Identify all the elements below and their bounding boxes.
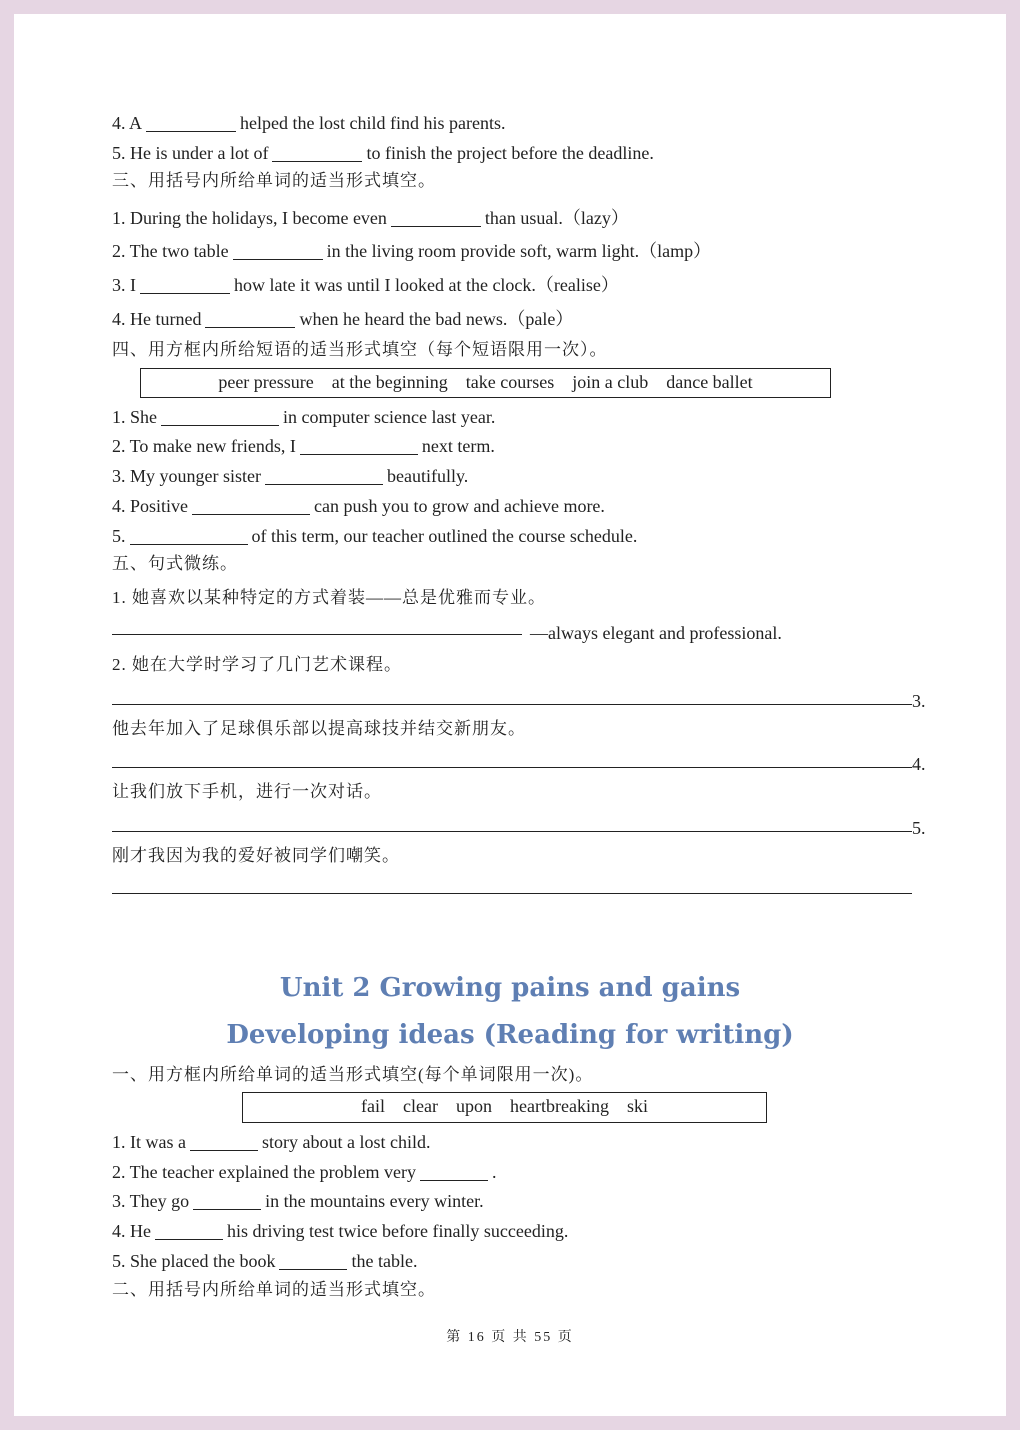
word: fail [361, 1096, 386, 1116]
answer-blank[interactable] [146, 113, 236, 132]
translation-prompt: 1. 她喜欢以某种特定的方式着装——总是优雅而专业。 [112, 588, 546, 607]
answer-blank[interactable] [279, 1251, 347, 1270]
answer-blank[interactable] [300, 436, 418, 455]
fill-item: 1. During the holidays, I become even than usual.（lazy） [112, 208, 629, 228]
fill-item: 1. She in computer science last year. [112, 407, 496, 427]
item-number: 4. [912, 754, 926, 774]
fill-item: 5. He is under a lot of to finish the project before the deadline. [112, 143, 654, 163]
answer-blank[interactable] [192, 496, 310, 515]
section-title: 三、用括号内所给单词的适当形式填空。 [112, 171, 436, 190]
answer-line[interactable] [112, 704, 912, 705]
section-title: 五、句式微练。 [112, 554, 238, 573]
word: upon [456, 1096, 492, 1116]
section-title: 一、用方框内所给单词的适当形式填空(每个单词限用一次)。 [112, 1065, 594, 1084]
section-title: 四、用方框内所给短语的适当形式填空（每个短语限用一次）。 [112, 340, 608, 359]
answer-blank[interactable] [265, 466, 383, 485]
answer-blank[interactable] [233, 241, 323, 260]
translation-prompt: 2. 她在大学时学习了几门艺术课程。 [112, 655, 402, 674]
section-title: 二、用括号内所给单词的适当形式填空。 [112, 1280, 436, 1299]
sentence-tail: —always elegant and professional. [530, 623, 782, 643]
answer-blank[interactable] [193, 1191, 261, 1210]
answer-blank[interactable] [391, 208, 481, 227]
fill-item: 3. I how late it was until I looked at the clock.（realise） [112, 275, 619, 295]
answer-blank[interactable] [272, 143, 362, 162]
answer-blank[interactable] [140, 275, 230, 294]
answer-blank[interactable] [161, 407, 279, 426]
translation-prompt: 刚才我因为我的爱好被同学们嘲笑。 [112, 846, 400, 865]
translation-prompt: 让我们放下手机，进行一次对话。 [112, 782, 382, 801]
item-number: 5. [912, 818, 926, 838]
unit-title: Unit 2 Growing pains and gains [279, 973, 741, 1003]
item-number: 3. [912, 691, 926, 711]
translation-prompt: 他去年加入了足球俱乐部以提高球技并结交新朋友。 [112, 719, 526, 738]
page-footer: 第 16 页 共 55 页 [446, 1330, 574, 1345]
phrase: peer pressure [218, 372, 314, 392]
answer-blank[interactable] [205, 309, 295, 328]
word-box [242, 1092, 767, 1123]
unit-subtitle: Developing ideas (Reading for writing) [226, 1020, 794, 1050]
fill-item: 5. She placed the book the table. [112, 1251, 418, 1271]
answer-line[interactable] [112, 893, 912, 894]
answer-blank[interactable] [420, 1162, 488, 1181]
phrase-box [140, 368, 831, 398]
fill-item: 2. The teacher explained the problem very . [112, 1162, 497, 1182]
fill-item: 5. of this term, our teacher outlined the course schedule. [112, 526, 638, 546]
answer-blank[interactable] [155, 1221, 223, 1240]
answer-blank[interactable] [190, 1132, 258, 1151]
word: ski [626, 1096, 648, 1116]
fill-item: 3. They go in the mountains every winter. [112, 1191, 484, 1211]
answer-line[interactable] [112, 831, 912, 832]
fill-item: 4. Positive can push you to grow and achieve more. [112, 496, 605, 516]
fill-item: 4. He turned when he heard the bad news.（pale） [112, 309, 574, 329]
answer-line[interactable] [112, 767, 912, 768]
phrase: at the beginning [331, 372, 448, 392]
word: heartbreaking [510, 1096, 609, 1116]
answer-blank[interactable] [130, 526, 248, 545]
fill-item: 2. The two table in the living room provide soft, warm light.（lamp） [112, 241, 712, 261]
fill-item: 3. My younger sister beautifully. [112, 466, 469, 486]
phrase: join a club [572, 372, 649, 392]
phrase: take courses [465, 372, 555, 392]
word: clear [403, 1096, 438, 1116]
worksheet-page [14, 14, 1006, 1416]
fill-item: 1. It was a story about a lost child. [112, 1132, 431, 1152]
phrase: dance ballet [666, 372, 753, 392]
fill-item: 2. To make new friends, I next term. [112, 436, 495, 456]
fill-item: 4. He his driving test twice before finally succeeding. [112, 1221, 569, 1241]
fill-item: 4. A helped the lost child find his parents. [112, 113, 506, 133]
answer-line[interactable] [112, 634, 522, 635]
